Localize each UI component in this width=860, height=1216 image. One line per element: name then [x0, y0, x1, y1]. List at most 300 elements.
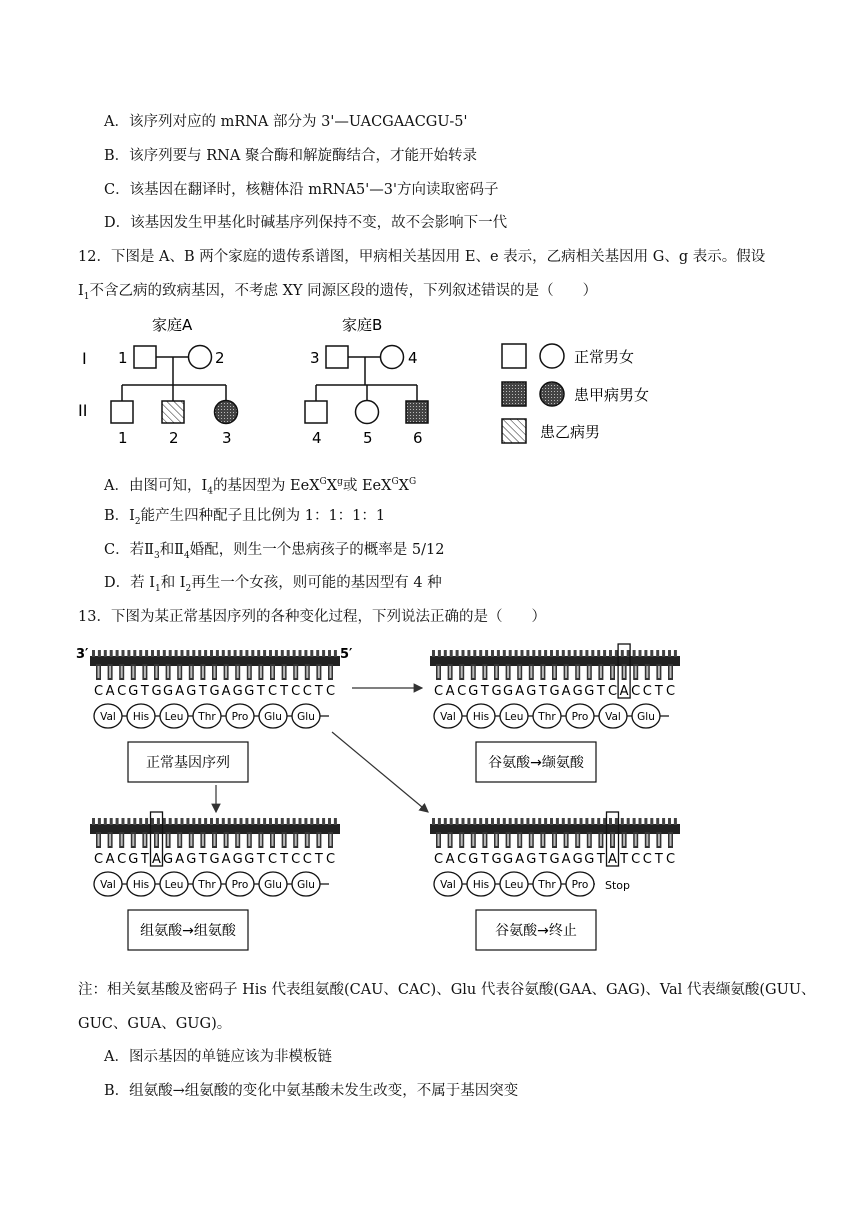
- dna-base-tooth-highlight: [98, 666, 100, 678]
- legend-normal-label: 正常男女: [574, 348, 635, 366]
- legend-disease-a-label: 患甲病男女: [574, 386, 650, 404]
- legend-normal-male: [502, 344, 526, 368]
- sequence-base: A: [619, 684, 629, 699]
- dna-base-tooth-highlight: [554, 834, 556, 846]
- dna-backbone-tick: [627, 650, 630, 657]
- sequence-base: C: [267, 684, 278, 699]
- dna-backbone-tick: [639, 818, 642, 825]
- amino-acid-label: Val: [605, 711, 621, 723]
- dna-backbone-tick: [609, 650, 612, 657]
- sequence-base: G: [584, 852, 595, 867]
- dna-backbone-tick: [299, 650, 302, 657]
- dna-base-tooth-highlight: [646, 666, 648, 678]
- dna-base-tooth-highlight: [295, 834, 297, 846]
- sequence-base: G: [491, 684, 502, 699]
- amino-acid-label: Glu: [264, 711, 282, 723]
- dna-base-tooth-highlight: [214, 834, 216, 846]
- legend-disease-a-male: [502, 382, 526, 406]
- sequence-base: C: [117, 852, 127, 867]
- dna-base-tooth-highlight: [472, 666, 474, 678]
- generation-1-label: I: [82, 349, 87, 368]
- dna-backbone-tick: [550, 650, 553, 657]
- sequence-base: T: [538, 852, 547, 867]
- amino-acid-label: Thr: [538, 711, 556, 723]
- q12-option-b: B．$I_2$能产生四种配子且比例为 1：1：1：1: [104, 508, 386, 527]
- dna-base-tooth-highlight: [225, 666, 227, 678]
- sequence-base: G: [232, 852, 243, 867]
- strand-3-prime: 3′: [76, 647, 89, 662]
- dna-backbone-tick: [139, 818, 142, 825]
- dna-base-tooth-highlight: [484, 666, 486, 678]
- dna-backbone-tick: [432, 818, 435, 825]
- pedigree-a-female-2: [189, 346, 212, 369]
- sequence-base: A: [561, 684, 571, 699]
- dna-backbone-tick: [257, 650, 260, 657]
- dna-base-tooth-highlight: [190, 834, 192, 846]
- dna-base-tooth-highlight: [612, 666, 614, 678]
- dna-backbone-tick: [186, 650, 189, 657]
- dna-backbone-tick: [662, 650, 665, 657]
- sequence-base: G: [572, 852, 583, 867]
- dna-base-tooth-highlight: [202, 666, 204, 678]
- amino-acid-label: Val: [440, 879, 456, 891]
- dna-base-tooth-highlight: [283, 666, 285, 678]
- amino-acid-label: Val: [440, 711, 456, 723]
- sequence-base: T: [256, 684, 265, 699]
- dna-backbone-tick: [444, 818, 447, 825]
- dna-base-tooth-highlight: [461, 666, 463, 678]
- dna-backbone-tick: [485, 650, 488, 657]
- dna-backbone-tick: [580, 650, 583, 657]
- sequence-base: A: [515, 852, 525, 867]
- amino-acid-label: Glu: [264, 879, 282, 891]
- dna-base-tooth-highlight: [658, 666, 660, 678]
- pedigree-id-b-ii-5: 5: [363, 429, 373, 447]
- pedigree-figure: [70, 312, 680, 452]
- dna-backbone-tick: [145, 818, 148, 825]
- dna-backbone-tick: [509, 650, 512, 657]
- dna-backbone-tick: [133, 818, 136, 825]
- legend-normal-female: [540, 344, 564, 368]
- dna-backbone-tick: [656, 650, 659, 657]
- dna-base-tooth-highlight: [530, 666, 532, 678]
- amino-acid-label: Leu: [164, 711, 184, 723]
- dna-backbone-tick: [192, 818, 195, 825]
- dna-base-tooth-highlight: [330, 834, 332, 846]
- dna-base-tooth-highlight: [670, 666, 672, 678]
- dna-backbone-tick: [92, 818, 95, 825]
- pedigree-id-b-ii-6: 6: [413, 429, 423, 447]
- amino-acid-label: Pro: [571, 879, 589, 891]
- sequence-base: A: [175, 852, 185, 867]
- dna-backbone-tick: [532, 650, 535, 657]
- amino-acid-label: His: [472, 879, 490, 891]
- sequence-base: T: [256, 852, 265, 867]
- legend-disease-a-female: [540, 382, 564, 406]
- dna-backbone-tick: [216, 818, 219, 825]
- sequence-base: T: [480, 684, 489, 699]
- sequence-base: C: [291, 852, 301, 867]
- sequence-base: G: [232, 684, 243, 699]
- dna-base-tooth-highlight: [530, 834, 532, 846]
- dna-base-tooth-highlight: [519, 666, 521, 678]
- pedigree-id-a-ii-2: 2: [169, 429, 179, 447]
- sequence-base: A: [561, 852, 571, 867]
- sequence-base: C: [665, 852, 676, 867]
- dna-backbone-tick: [485, 818, 488, 825]
- amino-acid-label: Thr: [538, 879, 556, 891]
- amino-acid-label: His: [132, 711, 150, 723]
- dna-base-tooth-highlight: [248, 834, 250, 846]
- dna-base-tooth-highlight: [484, 834, 486, 846]
- sequence-base: G: [503, 852, 514, 867]
- sequence-base: G: [209, 852, 220, 867]
- q13-note-line1: 注：相关氨基酸及密码子 His 代表组氨酸(CAU、CAC)、Glu 代表谷氨酸(GAA、GAG)、Val 代表缬氨酸(GUU、: [78, 982, 816, 998]
- dna-base-tooth-highlight: [306, 666, 308, 678]
- dna-backbone-tick: [245, 650, 248, 657]
- amino-acid-label: Glu: [637, 711, 655, 723]
- dna-backbone-tick: [328, 650, 331, 657]
- dna-backbone-tick: [544, 818, 547, 825]
- dna-backbone-tick: [473, 650, 476, 657]
- dna-backbone-tick: [450, 818, 453, 825]
- dna-base-tooth-highlight: [295, 666, 297, 678]
- sequence-base: C: [291, 684, 301, 699]
- dna-backbone-tick: [204, 818, 207, 825]
- dna-backbone-tick: [157, 650, 160, 657]
- dna-backbone-tick: [526, 650, 529, 657]
- dna-backbone-tick: [287, 818, 290, 825]
- mutation-label-text: 组氨酸→组氨酸: [140, 923, 236, 939]
- dna-base-tooth-highlight: [318, 834, 320, 846]
- dna-base-tooth-highlight: [438, 834, 440, 846]
- sequence-base: G: [186, 684, 197, 699]
- dna-backbone-tick: [597, 650, 600, 657]
- legend-disease-b-male: [502, 419, 526, 443]
- dna-backbone-tick: [198, 818, 201, 825]
- dna-backbone-tick: [591, 650, 594, 657]
- pedigree-a-male-1: [134, 346, 156, 368]
- dna-backbone-tick: [234, 650, 237, 657]
- amino-acid-label: Pro: [231, 711, 249, 723]
- sequence-base: C: [665, 684, 676, 699]
- q12-option-a: A．由图可知，$I_4$的基因型为 $EeX^GX^g$或 $EeX^GX^G$: [104, 477, 417, 497]
- dna-base-tooth-highlight: [577, 666, 579, 678]
- dna-backbone-tick: [633, 818, 636, 825]
- pedigree-a-ii-3: [215, 401, 238, 424]
- dna-backbone-tick: [603, 650, 606, 657]
- q13-option-b: B．组氨酸→组氨酸的变化中氨基酸未发生改变，不属于基因突变: [104, 1083, 519, 1099]
- dna-base-tooth-highlight: [272, 834, 274, 846]
- dna-backbone-tick: [556, 650, 559, 657]
- sequence-base: G: [244, 684, 255, 699]
- dna-backbone-tick: [562, 650, 565, 657]
- dna-backbone-tick: [234, 818, 237, 825]
- sequence-base: G: [526, 852, 537, 867]
- dna-base-tooth-highlight: [635, 666, 637, 678]
- sequence-base: T: [538, 684, 547, 699]
- pedigree-id-a-ii-1: 1: [118, 429, 128, 447]
- dna-backbone-tick: [574, 650, 577, 657]
- q12-stem-line2: $I_1$不含乙病的致病基因，不考虑 XY 同源区段的遗传，下列叙述错误的是（ ）: [78, 283, 598, 302]
- dna-backbone-tick: [310, 818, 313, 825]
- dna-backbone-tick: [304, 818, 307, 825]
- amino-acid-label: Leu: [164, 879, 184, 891]
- gene-mutation-figure: [70, 640, 710, 970]
- pedigree-b-ii-6: [406, 401, 428, 423]
- dna-base-tooth-highlight: [438, 666, 440, 678]
- sequence-base: T: [198, 684, 207, 699]
- dna-backbone-tick: [550, 818, 553, 825]
- sequence-base: C: [642, 684, 652, 699]
- dna-base-tooth-highlight: [635, 834, 637, 846]
- dna-backbone-tick: [186, 818, 189, 825]
- q11-option-c: C．该基因在翻译时，核糖体沿 mRNA5'—3'方向读取密码子: [104, 182, 499, 198]
- sequence-base: C: [433, 684, 444, 699]
- dna-backbone-tick: [603, 818, 606, 825]
- dna-backbone-tick: [627, 818, 630, 825]
- dna-backbone-tick: [310, 650, 313, 657]
- dna-backbone-tick: [462, 818, 465, 825]
- dna-backbone-tick: [222, 818, 225, 825]
- dna-backbone-tick: [328, 818, 331, 825]
- dna-base-tooth-highlight: [554, 666, 556, 678]
- dna-backbone-tick: [562, 818, 565, 825]
- pedigree-a-ii-2: [162, 401, 184, 423]
- sequence-base: G: [209, 684, 220, 699]
- dna-base-tooth-highlight: [109, 834, 111, 846]
- dna-backbone-tick: [275, 650, 278, 657]
- dna-base-tooth-highlight: [156, 666, 158, 678]
- sequence-base: G: [151, 684, 162, 699]
- sequence-base: T: [140, 684, 149, 699]
- dna-backbone-tick: [515, 650, 518, 657]
- dna-backbone-tick: [163, 818, 166, 825]
- pedigree-id-a-1: 1: [118, 349, 128, 367]
- q13-note-line2: GUC、GUA、GUG)。: [78, 1016, 232, 1032]
- dna-base-tooth-highlight: [612, 834, 614, 846]
- sequence-base: T: [596, 852, 605, 867]
- dna-backbone-tick: [210, 818, 213, 825]
- pedigree-id-b-ii-4: 4: [312, 429, 322, 447]
- dna-backbone-tick: [116, 650, 119, 657]
- sequence-base: T: [314, 852, 323, 867]
- dna-backbone-tick: [210, 650, 213, 657]
- dna-base-tooth-highlight: [248, 666, 250, 678]
- mutation-label-text: 谷氨酸→终止: [495, 923, 577, 939]
- sequence-base: C: [631, 684, 641, 699]
- dna-base-tooth-highlight: [260, 834, 262, 846]
- dna-base-tooth-highlight: [565, 834, 567, 846]
- dna-backbone-tick: [650, 818, 653, 825]
- dna-backbone-tick: [269, 650, 272, 657]
- dna-backbone-tick: [633, 650, 636, 657]
- dna-base-tooth-highlight: [623, 666, 625, 678]
- dna-backbone-tick: [204, 650, 207, 657]
- sequence-base: T: [620, 852, 629, 867]
- pedigree-id-a-ii-3: 3: [222, 429, 232, 447]
- stop-label: Stop: [605, 879, 631, 892]
- dna-base-tooth-highlight: [167, 834, 169, 846]
- sequence-base: A: [105, 684, 115, 699]
- dna-base-tooth-highlight: [449, 834, 451, 846]
- dna-base-tooth-highlight: [179, 834, 181, 846]
- dna-backbone-tick: [222, 650, 225, 657]
- dna-backbone-tick: [444, 650, 447, 657]
- dna-backbone-tick: [157, 818, 160, 825]
- dna-backbone-tick: [503, 818, 506, 825]
- sequence-base: G: [128, 684, 139, 699]
- dna-backbone-tick: [98, 650, 101, 657]
- dna-backbone-tick: [104, 650, 107, 657]
- dna-base-tooth-highlight: [461, 834, 463, 846]
- dna-backbone-tick: [104, 818, 107, 825]
- dna-base-tooth-highlight: [496, 834, 498, 846]
- dna-backbone-tick: [491, 650, 494, 657]
- dna-backbone-tick: [275, 818, 278, 825]
- dna-backbone-tick: [509, 818, 512, 825]
- dna-backbone-tick: [133, 650, 136, 657]
- sequence-base: G: [128, 852, 139, 867]
- dna-base-tooth-highlight: [588, 834, 590, 846]
- sequence-base: A: [445, 852, 455, 867]
- sequence-base: C: [93, 684, 104, 699]
- q12-option-c: C．若$Ⅱ_3$和$Ⅱ_4$婚配，则生一个患病孩子的概率是 5/12: [104, 542, 445, 561]
- dna-backbone-tick: [122, 650, 125, 657]
- mutation-label-text: 正常基因序列: [146, 755, 230, 771]
- sequence-base: C: [302, 684, 312, 699]
- dna-backbone-tick: [181, 650, 184, 657]
- sequence-base: C: [325, 852, 336, 867]
- sequence-base: C: [117, 684, 127, 699]
- dna-backbone-tick: [532, 818, 535, 825]
- dna-backbone-tick: [656, 818, 659, 825]
- gene-panel-his: [90, 812, 340, 950]
- sequence-base: C: [433, 852, 444, 867]
- legend-disease-b-label: 患乙病男: [540, 423, 601, 441]
- amino-acid-label: Val: [100, 711, 116, 723]
- dna-backbone-tick: [334, 818, 337, 825]
- sequence-base: G: [244, 852, 255, 867]
- pedigree-b-male-3: [326, 346, 348, 368]
- sequence-base: C: [457, 852, 467, 867]
- dna-backbone-tick: [228, 650, 231, 657]
- sequence-base: G: [186, 852, 197, 867]
- dna-backbone-tick: [257, 818, 260, 825]
- dna-backbone-tick: [151, 650, 154, 657]
- dna-base-tooth-highlight: [449, 666, 451, 678]
- dna-backbone-tick: [163, 650, 166, 657]
- dna-base-tooth-highlight: [600, 834, 602, 846]
- dna-backbone-tick: [456, 650, 459, 657]
- dna-backbone-tick: [322, 818, 325, 825]
- sequence-base: C: [302, 852, 312, 867]
- dna-backbone-tick: [263, 818, 266, 825]
- amino-acid-label: Leu: [504, 711, 524, 723]
- dna-base-tooth-highlight: [167, 666, 169, 678]
- dna-backbone-tick: [609, 818, 612, 825]
- dna-base-tooth-highlight: [507, 834, 509, 846]
- generation-2-label: II: [78, 401, 88, 420]
- sequence-base: C: [93, 852, 104, 867]
- sequence-base: G: [584, 684, 595, 699]
- dna-backbone-tick: [497, 650, 500, 657]
- dna-backbone-tick: [621, 650, 624, 657]
- dna-backbone-tick: [526, 818, 529, 825]
- dna-backbone-tick: [316, 650, 319, 657]
- dna-backbone-tick: [432, 650, 435, 657]
- dna-backbone-tick: [216, 650, 219, 657]
- mutation-label-text: 谷氨酸→缬氨酸: [488, 755, 584, 771]
- dna-base-tooth-highlight: [646, 834, 648, 846]
- dna-backbone-tick: [116, 818, 119, 825]
- dna-backbone-tick: [293, 818, 296, 825]
- amino-acid-label: Glu: [297, 879, 315, 891]
- amino-acid-label: Pro: [231, 879, 249, 891]
- dna-base-tooth-highlight: [144, 666, 146, 678]
- sequence-base: T: [480, 852, 489, 867]
- dna-backbone-tick: [674, 818, 677, 825]
- sequence-base: T: [280, 684, 289, 699]
- dna-base-tooth-highlight: [121, 834, 123, 846]
- dna-backbone-tick: [139, 650, 142, 657]
- dna-backbone-tick: [293, 650, 296, 657]
- sequence-base: G: [491, 852, 502, 867]
- dna-backbone-tick: [467, 650, 470, 657]
- dna-backbone-tick: [110, 818, 113, 825]
- sequence-base: T: [654, 852, 663, 867]
- pedigree-b-ii-4: [305, 401, 327, 423]
- dna-base-tooth-highlight: [565, 666, 567, 678]
- dna-backbone-tick: [668, 650, 671, 657]
- dna-backbone-tick: [597, 818, 600, 825]
- sequence-base: C: [631, 852, 641, 867]
- dna-backbone-tick: [450, 650, 453, 657]
- dna-base-tooth-highlight: [202, 834, 204, 846]
- sequence-base: A: [221, 852, 231, 867]
- dna-backbone-tick: [175, 650, 178, 657]
- dna-base-tooth-highlight: [330, 666, 332, 678]
- dna-backbone-tick: [169, 818, 172, 825]
- dna-base-tooth-highlight: [496, 666, 498, 678]
- dna-backbone-tick: [462, 650, 465, 657]
- sequence-base: G: [163, 852, 174, 867]
- dna-backbone-tick: [287, 650, 290, 657]
- q11-option-a: A．该序列对应的 mRNA 部分为 3'—UACGAACGU-5': [104, 114, 468, 130]
- dna-backbone-tick: [585, 818, 588, 825]
- sequence-base: C: [457, 684, 467, 699]
- dna-backbone-tick: [438, 818, 441, 825]
- dna-backbone-tick: [122, 818, 125, 825]
- dna-base-tooth-highlight: [577, 834, 579, 846]
- dna-backbone-tick: [491, 818, 494, 825]
- dna-base-tooth-highlight: [237, 834, 239, 846]
- q11-option-b: B．该序列要与 RNA 聚合酶和解旋酶结合，才能开始转录: [104, 148, 477, 164]
- q13-stem: 13．下图为某正常基因序列的各种变化过程，下列说法正确的是（ ）: [78, 609, 546, 625]
- sequence-base: C: [325, 684, 336, 699]
- dna-backbone-tick: [585, 650, 588, 657]
- dna-backbone-tick: [639, 650, 642, 657]
- dna-base-tooth-highlight: [658, 834, 660, 846]
- sequence-base: G: [468, 684, 479, 699]
- dna-backbone-tick: [615, 818, 618, 825]
- amino-acid-label: Thr: [198, 879, 216, 891]
- amino-acid-label: His: [132, 879, 150, 891]
- dna-backbone-tick: [151, 818, 154, 825]
- dna-base-tooth-highlight: [283, 834, 285, 846]
- sequence-base: T: [140, 852, 149, 867]
- pedigree-id-b-3: 3: [310, 349, 320, 367]
